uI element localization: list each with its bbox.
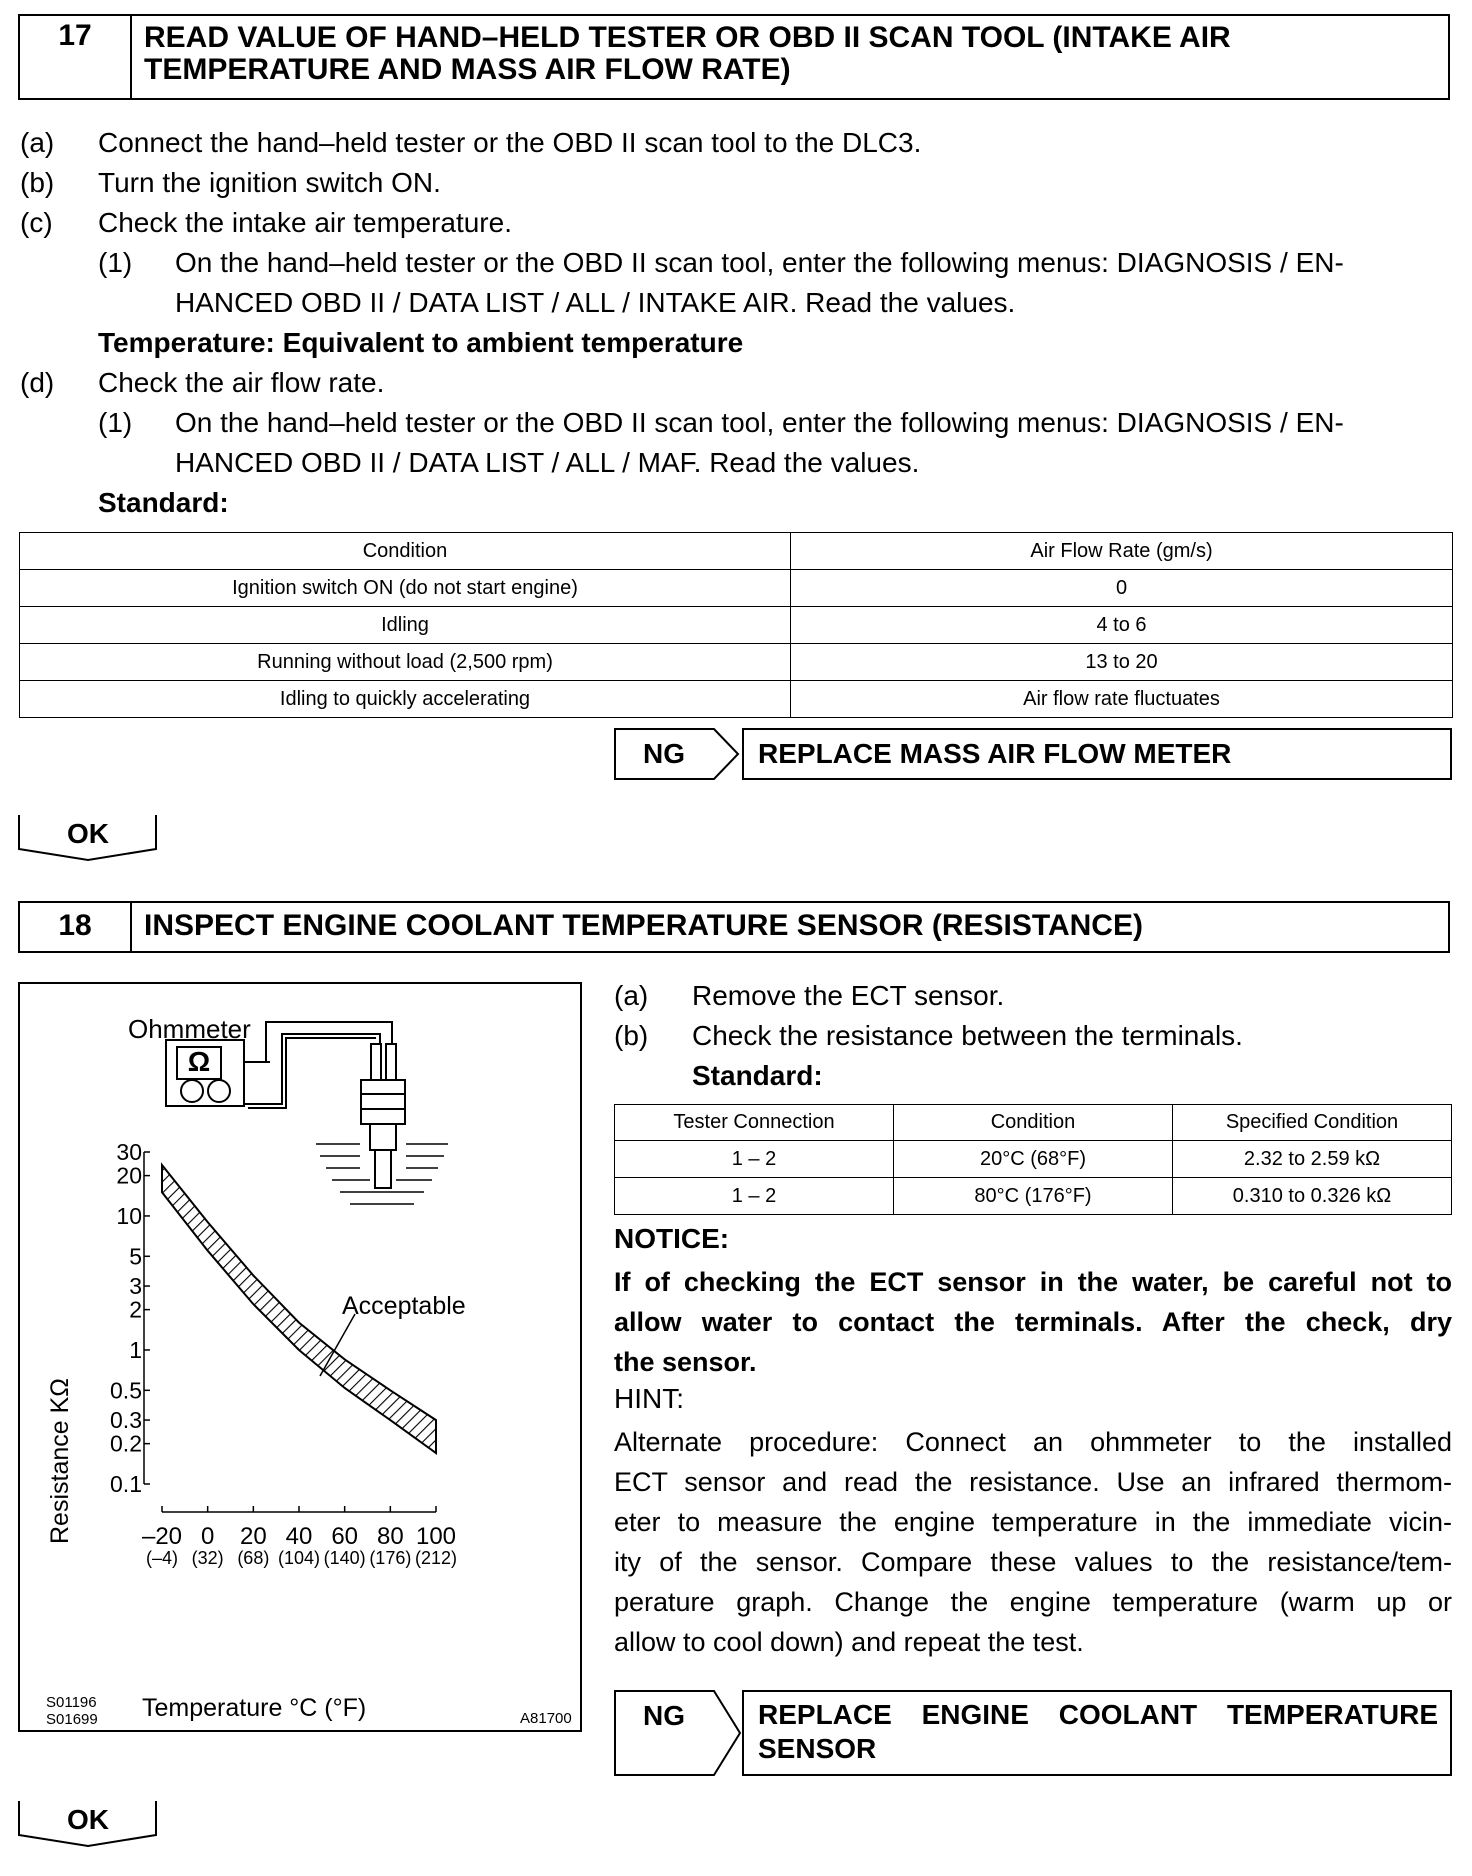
ng-action-18-line2: SENSOR [758,1733,877,1764]
acceptable-label: Acceptable [342,1292,466,1320]
table-cell: Running without load (2,500 rpm) [20,644,791,681]
y-tick-label: 0.3 [110,1407,142,1434]
figure-code-2: S01699 [46,1711,98,1728]
x-tick-label-f: (32) [191,1548,224,1568]
step17-item-d-label: (d) [20,367,55,398]
y-tick-label: 1 [129,1336,142,1363]
step17-item-d: Check the air flow rate. [98,367,385,398]
step17-temperature-spec: Temperature: Equivalent to ambient temperature [98,327,744,358]
step18-item-b-label: (b) [614,1020,649,1051]
table-cell: 4 to 6 [791,607,1453,644]
step17-item-b-label: (b) [20,167,55,198]
table-header: Air Flow Rate (gm/s) [791,533,1453,570]
y-axis-label: Resistance KΩ [46,1378,74,1544]
y-tick-label: 20 [116,1162,142,1189]
table-cell: 80°C (176°F) [894,1178,1173,1215]
ng-action-18-line1: REPLACE ENGINE COOLANT TEMPERATURE [758,1699,1438,1730]
table-header: Specified Condition [1173,1105,1452,1141]
step18-title: INSPECT ENGINE COOLANT TEMPERATURE SENSOR (RESISTANCE) [144,909,1143,942]
table-cell: 1 – 2 [615,1141,894,1178]
hint-text [614,1422,1452,1662]
x-tick-label-f: (212) [414,1548,458,1568]
y-tick-label: 0.2 [110,1430,142,1457]
step17-standard-label: Standard: [98,487,229,518]
table-cell: Ignition switch ON (do not start engine) [20,570,791,607]
hint-line: ECT sensor and read the resistance. Use an infrared thermom- [614,1467,1452,1497]
step17-title [132,16,1448,98]
table-cell: 2.32 to 2.59 kΩ [1173,1141,1452,1178]
x-tick-label: 0 [200,1523,215,1550]
hint-label: HINT: [614,1383,684,1414]
y-tick-label: 10 [116,1202,142,1229]
ohm-symbol: Ω [187,1046,211,1077]
ok-label-18: OK [67,1804,109,1835]
step17-item-c-label: (c) [20,207,53,238]
ng-label-18: NG [643,1700,685,1731]
y-tick-label: 0.1 [110,1471,142,1497]
step17-item-d1-label: (1) [98,407,133,438]
notice-line: the sensor. [614,1347,757,1377]
table-cell: Idling [20,607,791,644]
ect-figure-svg [20,984,580,1730]
step17-item-d1-line1: On the hand–held tester or the OBD II scan tool, enter the following menus: DIAGNOSIS / EN- [175,407,1344,438]
step18-item-a-label: (a) [614,980,649,1011]
y-tick-label: 0.5 [110,1377,142,1404]
table-row [615,1105,1452,1141]
figure-id: A81700 [520,1710,572,1727]
ect-figure [18,982,582,1732]
x-tick-label-f: (68) [237,1548,270,1568]
table-cell: 1 – 2 [615,1178,894,1215]
table-cell: Idling to quickly accelerating [20,681,791,718]
step17-item-b: Turn the ignition switch ON. [98,167,441,198]
ng-action-17: REPLACE MASS AIR FLOW METER [742,728,1452,780]
step17-item-c: Check the intake air temperature. [98,207,512,238]
step17-header [18,14,1450,100]
step17-item-c1-line2: HANCED OBD II / DATA LIST / ALL / INTAKE AIR. Read the values. [175,287,1016,318]
hint-line: ity of the sensor. Compare these values to the resistance/tem- [614,1547,1452,1577]
step18-item-a: Remove the ECT sensor. [692,980,1005,1011]
table-cell: Air flow rate fluctuates [791,681,1453,718]
table-cell: 20°C (68°F) [894,1141,1173,1178]
ohmmeter-label: Ohmmeter [128,1014,251,1044]
notice-text [614,1262,1452,1382]
table-cell: 13 to 20 [791,644,1453,681]
table-header: Condition [20,533,791,570]
table-header: Condition [894,1105,1173,1141]
ect-sensor-icon [361,1044,405,1188]
step17-item-a-label: (a) [20,127,55,158]
notice-line: If of checking the ECT sensor in the water, be careful not to [614,1267,1452,1297]
table-row [20,533,1453,570]
step18-number: 18 [20,903,132,951]
step17-title-line2: TEMPERATURE AND MASS AIR FLOW RATE) [144,53,791,86]
table-row [615,1141,1452,1178]
x-tick-label: –20 [141,1523,183,1550]
step18-standard-label: Standard: [692,1060,823,1091]
resistance-table [614,1104,1452,1215]
table-cell: 0 [791,570,1453,607]
ng-label-17: NG [643,738,685,769]
table-row [20,570,1453,607]
step18-header [18,901,1450,953]
table-header: Tester Connection [615,1105,894,1141]
table-row [615,1178,1452,1215]
x-tick-label: 40 [285,1523,313,1550]
x-tick-label: 80 [376,1523,404,1550]
ok-label-17: OK [67,818,109,849]
table-row [20,644,1453,681]
x-tick-label-f: (176) [369,1548,412,1568]
hint-line: Alternate procedure: Connect an ohmmeter to the installed [614,1427,1452,1457]
step17-title-line1: READ VALUE OF HAND–HELD TESTER OR OBD II SCAN TOOL (INTAKE AIR [144,21,1231,54]
step17-item-d1-line2: HANCED OBD II / DATA LIST / ALL / MAF. Read the values. [175,447,920,478]
y-tick-label: 30 [116,1139,142,1165]
notice-line: allow water to contact the terminals. After the check, dry [614,1307,1452,1337]
airflow-table [19,532,1453,718]
x-tick-label-f: (–4) [145,1548,179,1568]
hint-line: perature graph. Change the engine temperature (warm up or [614,1587,1452,1617]
step17-number: 17 [20,16,132,98]
step17-item-a: Connect the hand–held tester or the OBD II scan tool to the DLC3. [98,127,922,158]
x-tick-label-f: (140) [323,1548,366,1568]
hint-line: eter to measure the engine temperature in the immediate vicin- [614,1507,1452,1537]
y-tick-label: 2 [129,1296,142,1323]
hint-line: allow to cool down) and repeat the test. [614,1627,1084,1657]
y-tick-label: 3 [129,1273,142,1300]
table-row [20,681,1453,718]
notice-label: NOTICE: [614,1223,730,1254]
step18-item-b: Check the resistance between the terminals. [692,1020,1243,1051]
table-row [20,607,1453,644]
step17-item-c1-label: (1) [98,247,133,278]
x-axis-label: Temperature °C (°F) [142,1694,367,1722]
x-tick-label-f: (104) [277,1548,321,1568]
figure-code-1: S01196 [46,1694,97,1711]
x-tick-label: 100 [415,1523,457,1550]
step17-item-c1-line1: On the hand–held tester or the OBD II scan tool, enter the following menus: DIAGNOSIS / EN- [175,247,1344,278]
table-cell: 0.310 to 0.326 kΩ [1173,1178,1452,1215]
x-tick-label: 60 [331,1523,359,1550]
ng-action-18 [742,1690,1452,1776]
figure-codes [46,1694,98,1728]
x-tick-label: 20 [239,1523,267,1550]
y-tick-label: 5 [129,1243,142,1270]
